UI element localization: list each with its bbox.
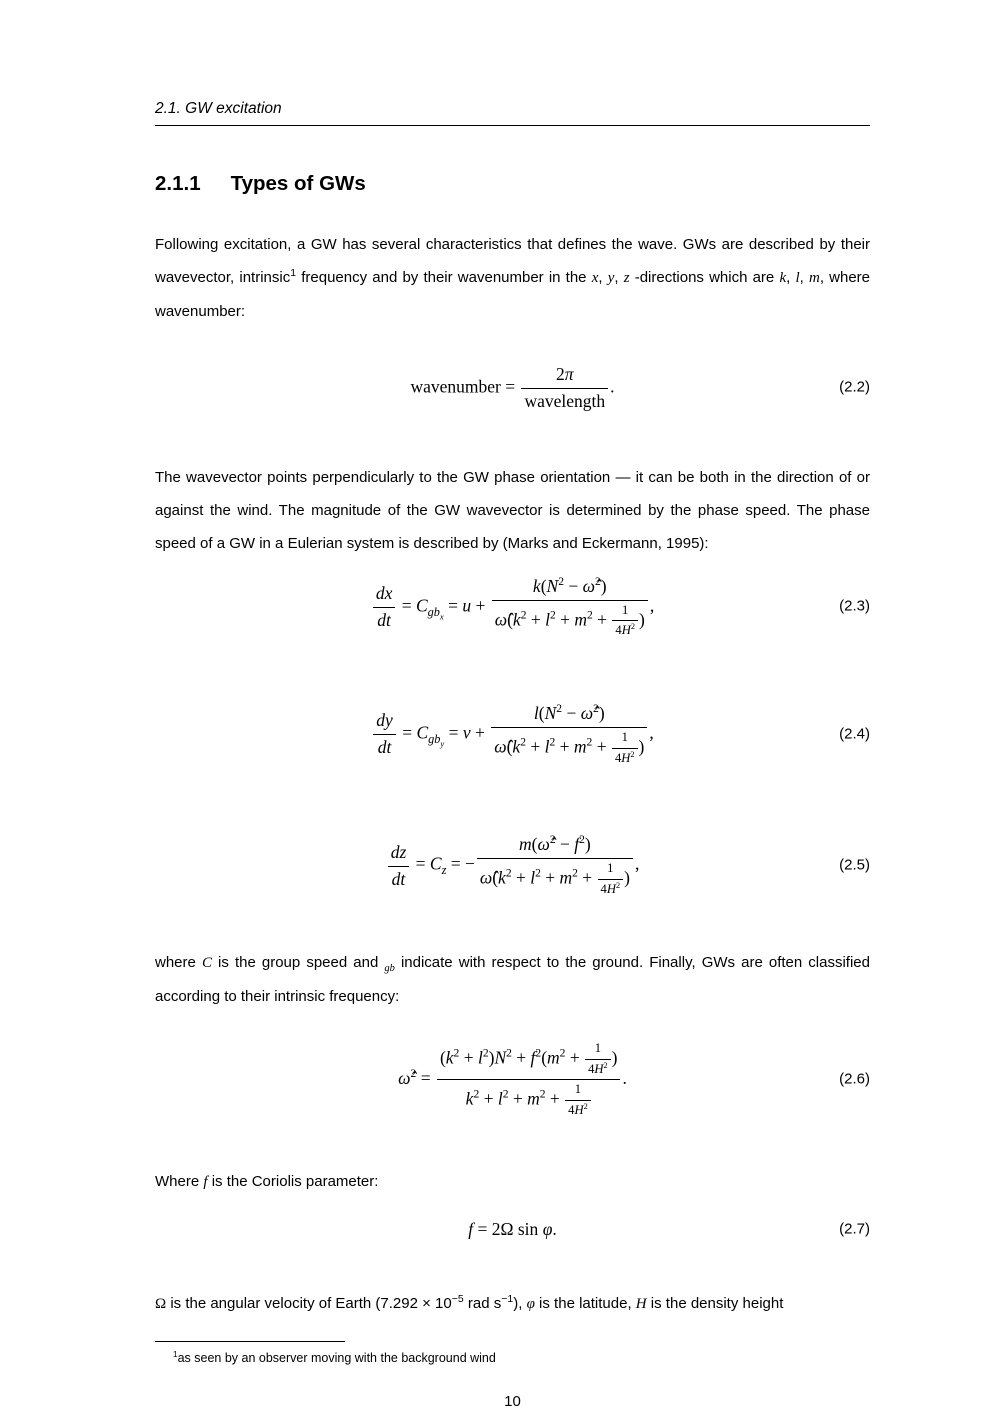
equation-2-6 xyxy=(155,1041,870,1119)
equation-2-4 xyxy=(155,703,870,766)
equation-2-6-tag: (2.6) xyxy=(839,1070,870,1088)
section-number: 2.1.1 xyxy=(155,172,201,195)
header-rule xyxy=(155,125,870,126)
equation-2-5-tag: (2.5) xyxy=(839,856,870,874)
equation-2-4-body: $\frac{dy}{dt}$ = $C_{gb_y} = v$ + $l(N^2$ − ω̂$^2$) $\omegâ(k^2 + l^2 + m^2$ + $\frac{1}{4H^2}$ ) , xyxy=(371,703,653,766)
equation-2-6-body: ω̂$^2$ = $(k^2 + l^2)N^2 + f^2(m^2$ + $\frac{1}{4H^2}$ ) $k^2 + l^2 + m^2$ + $\frac{1}{4H^2}$ . xyxy=(398,1040,627,1117)
paragraph-4: Where f is the Coriolis parameter: xyxy=(155,1172,379,1190)
equation-2-2 xyxy=(155,364,870,413)
page-number: 10 xyxy=(504,1393,521,1411)
paragraph-1: Following excitation, a GW has several characteristics that defines the wave. GWs are described by their wavevector, intrinsic$^1$ frequency and by their wavenumber in the x, y, z -directions which are k, l, m, where wavenumber: xyxy=(155,236,870,320)
section-title: Types of GWs xyxy=(230,172,366,195)
equation-2-3-body: $\frac{dx}{dt}$ = $C_{gb_x} = u$ + $k(N^2$ − ω̂$^2$) $\omegâ(k^2 + l^2 + m^2$ + $\frac{1}{4H^2}$ ) , xyxy=(371,576,654,639)
footnote xyxy=(155,1341,870,1368)
equation-2-5-body: $\frac{dz}{dt}$ = $C_z$ = − m(ω̂$^2$ − $f^2$) $\omegâ(k^2 + l^2 + m^2$ + $\frac{1}{4H^2}$ ) , xyxy=(386,834,640,897)
footnote-text: $^1$as seen by an observer moving with the background wind xyxy=(173,1349,496,1365)
footnote-rule xyxy=(155,1341,345,1342)
equation-2-7 xyxy=(155,1219,870,1241)
equation-2-3 xyxy=(155,576,870,639)
equation-2-2-body: wavenumber = $\frac{2\pi}{\text{wavelength}}$ . xyxy=(410,364,615,411)
paragraph-3: where C is the group speed and $_{gb}$ indicate with respect to the ground. Finally, GWs are often classified according to their intrinsic frequency: xyxy=(155,953,870,1005)
paragraph-5: Ω is the angular velocity of Earth ($7.292 \times 10^{-5}$ rad $s^{-1}$), φ is the latitude, H is the density height xyxy=(155,1292,784,1312)
equation-2-4-tag: (2.4) xyxy=(839,725,870,743)
equation-2-7-tag: (2.7) xyxy=(839,1220,870,1238)
paragraph-2: The wavevector points perpendicularly to the GW phase orientation — it can be both in the direction of or against the wind. The magnitude of the GW wavevector is determined by the phase speed. The phase speed of a GW in a Eulerian system is described by (Marks and Eckermann, 1995): xyxy=(155,468,870,552)
running-header: 2.1. GW excitation xyxy=(155,100,282,117)
equation-2-2-tag: (2.2) xyxy=(839,379,870,396)
equation-2-7-body: f = 2Ω sin φ. xyxy=(468,1218,557,1239)
section-heading xyxy=(155,172,870,196)
equation-2-3-tag: (2.3) xyxy=(839,598,870,616)
equation-2-5 xyxy=(155,834,870,897)
